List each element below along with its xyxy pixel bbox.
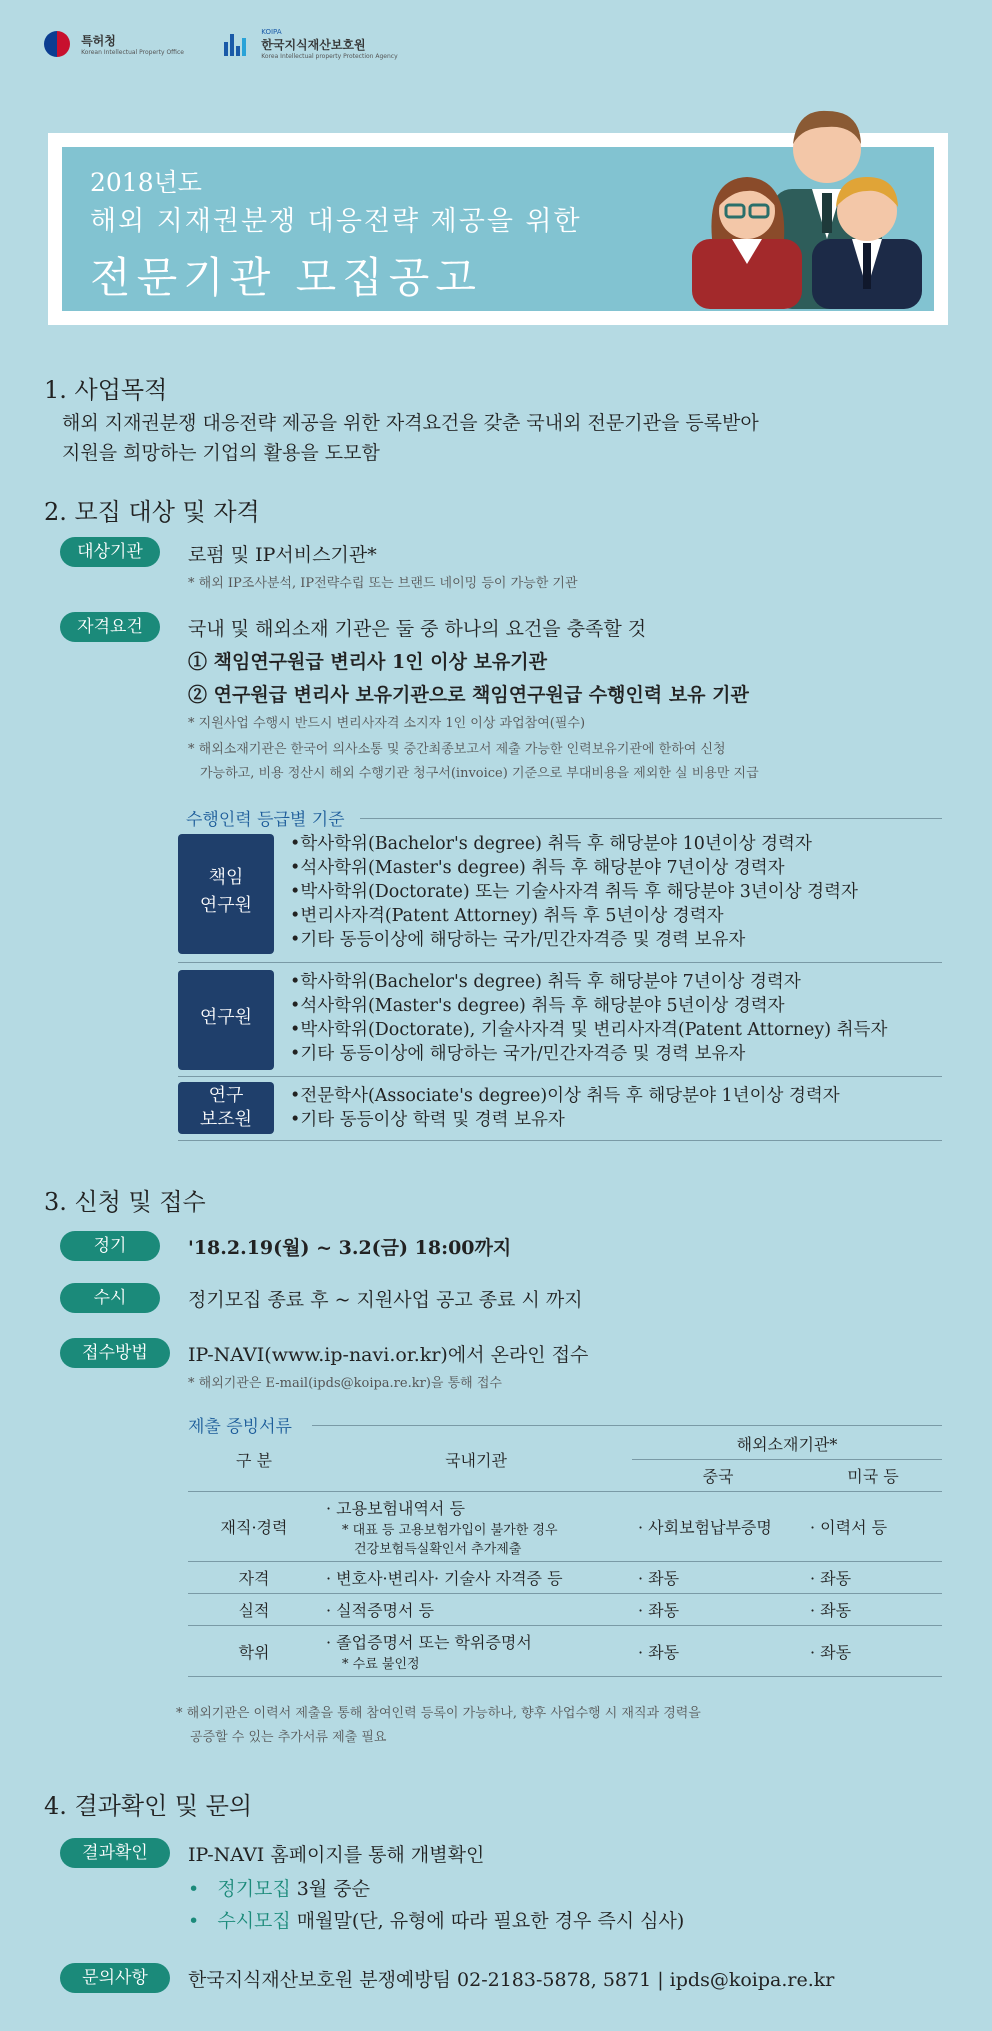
table-header-cell: 미국 등 bbox=[804, 1460, 942, 1492]
target-text: 로펌 및 IP서비스기관* bbox=[188, 544, 377, 566]
method-pill: 접수방법 bbox=[60, 1338, 170, 1368]
kipo-logo-icon bbox=[44, 31, 70, 57]
contact-text: 한국지식재산보호원 분쟁예방팀 02-2183-5878, 5871 | ipds@koipa.re.kr bbox=[188, 1969, 835, 1991]
requirement-note-2b: 가능하고, 비용 정산시 해외 수행기관 청구서(invoice) 기준으로 부대비용을 제외한 실 비용만 지급 bbox=[200, 766, 759, 781]
section3-heading: 3. 신청 및 접수 bbox=[44, 1188, 206, 1216]
section2-heading: 2. 모집 대상 및 자격 bbox=[44, 498, 260, 526]
kipo-logo-text: 특허청 Korean Intellectual Property Office bbox=[81, 34, 184, 56]
grade-heading-line bbox=[360, 818, 942, 819]
grade-list-senior bbox=[290, 832, 858, 952]
grade-box-senior: 책임 연구원 bbox=[178, 834, 274, 954]
docs-note-1: * 해외기관은 이력서 제출을 통해 참여인력 등록이 가능하나, 향후 사업수행 시 재직과 경력을 bbox=[176, 1706, 701, 1721]
people-illustration bbox=[672, 89, 932, 309]
docs-table bbox=[188, 1428, 942, 1677]
result-bullet-regular: • 정기모집 3월 중순 bbox=[188, 1878, 370, 1900]
requirement-2: ② 연구원급 변리사 보유기관으로 책임연구원급 수행인력 보유 기관 bbox=[188, 684, 749, 706]
table-header-cell: 중국 bbox=[632, 1460, 804, 1492]
rolling-pill: 수시 bbox=[60, 1283, 160, 1313]
requirement-pill: 자격요건 bbox=[60, 612, 160, 642]
method-text: IP-NAVI(www.ip-navi.or.kr)에서 온라인 접수 bbox=[188, 1344, 589, 1366]
list-item: •석사학위(Master's degree) 취득 후 해당분야 5년이상 경력자 bbox=[290, 996, 785, 1016]
section1-heading: 1. 사업목적 bbox=[44, 376, 168, 404]
list-item: •박사학위(Doctorate) 또는 기술사자격 취득 후 해당분야 3년이상 경력자 bbox=[290, 882, 858, 902]
section1-body: 해외 지재권분쟁 대응전략 제공을 위한 자격요건을 갖춘 국내외 전문기관을 등록받아 지원을 희망하는 기업의 활용을 도모함 bbox=[62, 412, 759, 464]
target-note: * 해외 IP조사분석, IP전략수립 또는 브랜드 네이밍 등이 가능한 기관 bbox=[188, 576, 578, 591]
grade-box-assistant: 연구 보조원 bbox=[178, 1082, 274, 1134]
table-row: 학위 · 졸업증명서 또는 학위증명서 * 수료 불인정 · 좌동 · 좌동 bbox=[188, 1626, 942, 1677]
list-item: •기타 동등이상에 해당하는 국가/민간자격증 및 경력 보유자 bbox=[290, 1044, 746, 1064]
section4-heading: 4. 결과확인 및 문의 bbox=[44, 1792, 253, 1820]
rolling-period: 정기모집 종료 후 ~ 지원사업 공고 종료 시 까지 bbox=[188, 1289, 583, 1311]
requirement-note-1: * 지원사업 수행시 반드시 변리사자격 소지자 1인 이상 과업참여(필수) bbox=[188, 716, 586, 731]
docs-heading-line bbox=[312, 1425, 942, 1426]
table-header-row bbox=[188, 1428, 942, 1460]
grade-divider bbox=[178, 962, 942, 963]
list-item: •박사학위(Doctorate), 기술사자격 및 변리사자격(Patent Attorney) 취득자 bbox=[290, 1020, 888, 1040]
result-text: IP-NAVI 홈페이지를 통해 개별확인 bbox=[188, 1844, 485, 1866]
table-row: 자격 · 변호사·변리사· 기술사 자격증 등 · 좌동 · 좌동 bbox=[188, 1562, 942, 1594]
banner-panel bbox=[62, 147, 934, 311]
list-item: •기타 동등이상에 해당하는 국가/민간자격증 및 경력 보유자 bbox=[290, 930, 746, 950]
list-item: •학사학위(Bachelor's degree) 취득 후 해당분야 10년이상 경력자 bbox=[290, 834, 812, 854]
target-pill: 대상기관 bbox=[60, 537, 160, 567]
grade-heading: 수행인력 등급별 기준 bbox=[186, 810, 345, 830]
regular-pill: 정기 bbox=[60, 1231, 160, 1261]
table-row: 재직·경력 · 고용보험내역서 등 * 대표 등 고용보험가입이 불가한 경우 건강보험득실확인서 추가제출 · 사회보험납부증명 · 이력서 등 bbox=[188, 1492, 942, 1562]
grade-divider bbox=[178, 1140, 942, 1141]
koipa-logo-icon bbox=[224, 32, 250, 56]
banner-title: 전문기관 모집공고 bbox=[90, 253, 482, 302]
requirement-text: 국내 및 해외소재 기관은 둘 중 하나의 요건을 충족할 것 bbox=[188, 618, 647, 640]
logo-bar bbox=[44, 28, 398, 68]
grade-box-researcher: 연구원 bbox=[178, 970, 274, 1070]
grade-list-assistant bbox=[290, 1084, 840, 1132]
list-item: •석사학위(Master's degree) 취득 후 해당분야 7년이상 경력자 bbox=[290, 858, 785, 878]
result-pill: 결과확인 bbox=[60, 1838, 170, 1868]
docs-note-2: 공증할 수 있는 추가서류 제출 필요 bbox=[190, 1730, 387, 1745]
docs-heading: 제출 증빙서류 bbox=[188, 1417, 292, 1437]
table-header-cell: 국내기관 bbox=[320, 1428, 632, 1492]
list-item: •기타 동등이상 학력 및 경력 보유자 bbox=[290, 1110, 565, 1130]
table-row: 실적 · 실적증명서 등 · 좌동 · 좌동 bbox=[188, 1594, 942, 1626]
table-header-cell: 해외소재기관* bbox=[632, 1428, 942, 1460]
requirement-1: ① 책임연구원급 변리사 1인 이상 보유기관 bbox=[188, 651, 547, 673]
table-header-cell: 구 분 bbox=[188, 1428, 320, 1492]
banner-subtitle: 해외 지재권분쟁 대응전략 제공을 위한 bbox=[90, 206, 582, 237]
bullet-dot: • bbox=[188, 1878, 200, 1900]
koipa-logo-text: KOIPA 한국지식재산보호원 Korea Intellectual property Protection Agency bbox=[261, 28, 398, 60]
list-item: •변리사자격(Patent Attorney) 취득 후 5년이상 경력자 bbox=[290, 906, 724, 926]
grade-list-researcher bbox=[290, 970, 887, 1066]
requirement-note-2a: * 해외소재기관은 한국어 의사소통 및 중간최종보고서 제출 가능한 인력보유기관에 한하여 신청 bbox=[188, 742, 726, 757]
title-banner bbox=[48, 133, 948, 325]
list-item: •학사학위(Bachelor's degree) 취득 후 해당분야 7년이상 경력자 bbox=[290, 972, 801, 992]
banner-year: 2018년도 bbox=[90, 168, 202, 197]
method-note: * 해외기관은 E-mail(ipds@koipa.re.kr)을 통해 접수 bbox=[188, 1376, 502, 1391]
contact-pill: 문의사항 bbox=[60, 1963, 170, 1993]
result-bullet-rolling: • 수시모집 매월말(단, 유형에 따라 필요한 경우 즉시 심사) bbox=[188, 1910, 685, 1932]
grade-divider bbox=[178, 1076, 942, 1077]
bullet-dot: • bbox=[188, 1910, 200, 1932]
regular-period: '18.2.19(월) ~ 3.2(금) 18:00까지 bbox=[188, 1237, 512, 1259]
list-item: •전문학사(Associate's degree)이상 취득 후 해당분야 1년이상 경력자 bbox=[290, 1086, 840, 1106]
